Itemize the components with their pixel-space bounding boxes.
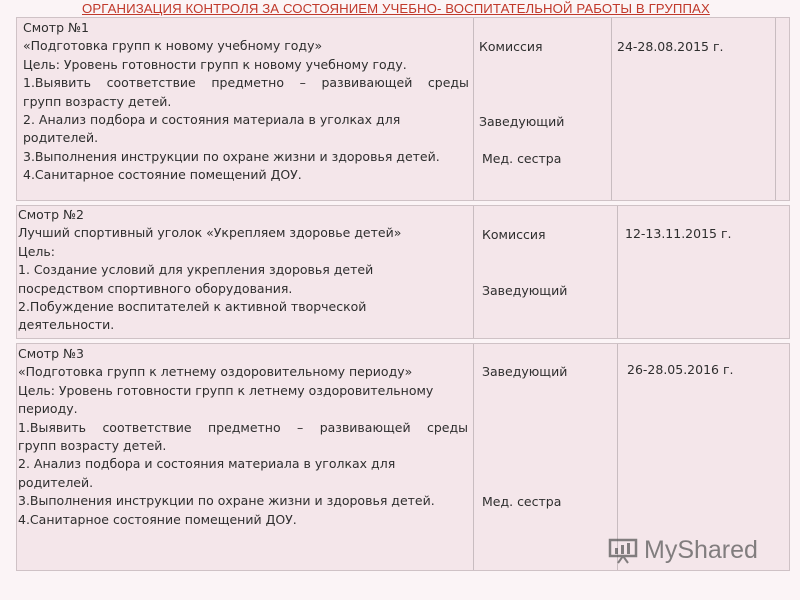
review-goal: периоду.: [18, 401, 78, 417]
review-task-text: 1.Выявить соответствие предметно – развивающей среды: [23, 75, 469, 91]
responsible-person: Заведующий: [479, 114, 565, 129]
review-goal: Цель: Уровень готовности групп к летнему оздоровительному: [18, 382, 434, 398]
review-task-text: 4.Санитарное состояние помещений ДОУ.: [23, 167, 302, 183]
review-task-text: 2. Анализ подбора и состояния материала в уголках для: [23, 112, 401, 128]
responsible-person: Мед. сестра: [482, 151, 562, 166]
watermark-text: MyShared: [644, 536, 758, 564]
review-name: «Подготовка групп к новому учебному году»: [23, 38, 323, 54]
column-divider: [617, 206, 618, 338]
presentation-icon: [608, 538, 638, 564]
review-task-text: 2.Побуждение воспитателей к активной творческой: [18, 299, 367, 315]
column-divider: [611, 18, 612, 200]
review-task-text: групп возрасту детей.: [18, 438, 167, 454]
review-task-text: 1. Создание условий для укрепления здоровья детей: [18, 262, 374, 278]
review-dates: 12-13.11.2015 г.: [625, 226, 732, 241]
review-goal: Цель: Уровень готовности групп к новому учебному году.: [23, 56, 407, 72]
column-divider: [473, 206, 474, 338]
review-description: [18, 206, 468, 335]
review-dates: 26-28.05.2016 г.: [627, 362, 734, 377]
responsible-person: Заведующий: [482, 364, 568, 379]
column-divider: [775, 18, 776, 200]
review-heading: Смотр №3: [18, 346, 84, 361]
review-block-1: [16, 17, 790, 201]
review-task-text: родителей.: [23, 130, 99, 146]
column-divider: [473, 18, 474, 200]
review-task-text: родителей.: [18, 474, 94, 490]
review-task-text: 3.Выполнения инструкции по охране жизни и здоровья детей.: [23, 148, 440, 164]
review-block-2: [16, 205, 790, 339]
myshared-watermark: [608, 536, 758, 565]
review-task-text: групп возрасту детей.: [23, 93, 172, 109]
responsible-person: Комиссия: [482, 227, 546, 242]
review-name: «Подготовка групп к летнему оздоровительному периоду»: [18, 364, 413, 380]
review-task-text: 2. Анализ подбора и состояния материала в уголках для: [18, 456, 396, 472]
review-task-text: посредством спортивного оборудования.: [18, 280, 293, 296]
review-heading: Смотр №1: [23, 20, 89, 35]
review-task-text: 1.Выявить соответствие предметно – развивающей среды: [18, 419, 468, 435]
responsible-person: Мед. сестра: [482, 494, 562, 509]
column-divider: [473, 344, 474, 570]
responsible-person: Заведующий: [482, 283, 568, 298]
responsible-person: Комиссия: [479, 39, 543, 54]
review-task-text: деятельности.: [18, 317, 115, 333]
review-goal: Цель:: [18, 243, 55, 259]
review-description: [18, 345, 468, 529]
page-title: ОРГАНИЗАЦИЯ КОНТРОЛЯ ЗА СОСТОЯНИЕМ УЧЕБНО- ВОСПИТАТЕЛЬНОЙ РАБОТЫ В ГРУППАХ: [82, 1, 710, 16]
review-description: [23, 19, 469, 185]
review-task-text: 4.Санитарное состояние помещений ДОУ.: [18, 511, 297, 527]
review-task-text: 3.Выполнения инструкции по охране жизни и здоровья детей.: [18, 493, 435, 509]
review-dates: 24-28.08.2015 г.: [617, 39, 724, 54]
review-name: Лучший спортивный уголок «Укрепляем здоровье детей»: [18, 225, 402, 241]
review-heading: Смотр №2: [18, 207, 84, 222]
